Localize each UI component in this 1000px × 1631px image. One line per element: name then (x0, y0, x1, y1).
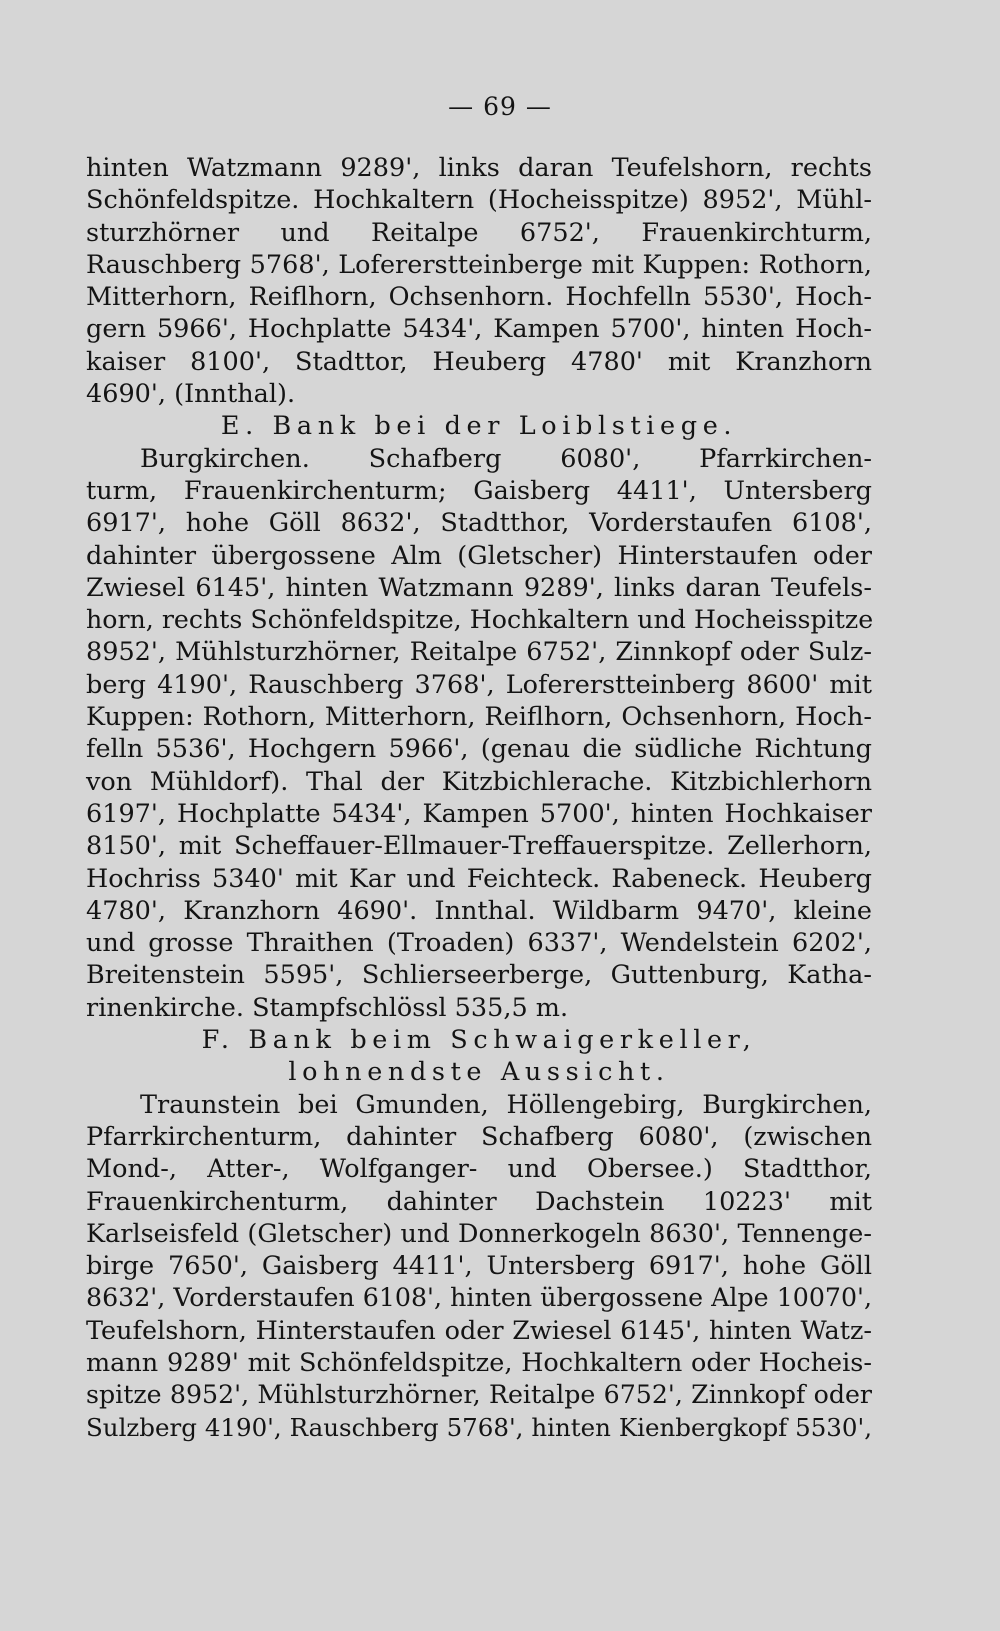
text-line: hinten Watzmann 9289', links daran Teufelshorn, rechts (86, 153, 872, 183)
section-heading-e: E. Bank bei der Loiblstiege. (220, 411, 738, 442)
text-line: Rauschberg 5768', Lofererstteinberge mit Kuppen: Rothorn, (86, 249, 872, 280)
page-number: — 69 — (448, 92, 552, 121)
text-line: 6197', Hochplatte 5434', Kampen 5700', hinten Hochkaiser (86, 798, 872, 829)
text-line: spitze 8952', Mühlsturzhörner, Reitalpe 6752', Zinnkopf oder (86, 1380, 872, 1410)
text-line: Burgkirchen. Schafberg 6080', Pfarrkirchen- (140, 443, 872, 474)
text-line: felln 5536', Hochgern 5966', (genau die südliche Richtung (86, 734, 872, 765)
text-line: Frauenkirchenturm, dahinter Dachstein 10223' mit (86, 1186, 872, 1217)
text-line: und grosse Thraithen (Troaden) 6337', Wendelstein 6202', (86, 928, 872, 959)
text-line: kaiser 8100', Stadttor, Heuberg 4780' mit Kranzhorn (86, 346, 872, 377)
text-line: Sulzberg 4190', Rauschberg 5768', hinten Kienbergkopf 5530', (86, 1412, 872, 1442)
text-line: Karlseisfeld (Gletscher) und Donnerkogeln 8630', Tennenge- (86, 1218, 872, 1249)
text-line: mann 9289' mit Schönfeldspitze, Hochkaltern oder Hocheis- (86, 1347, 872, 1378)
text-line: gern 5966', Hochplatte 5434', Kampen 5700', hinten Hoch- (86, 314, 872, 345)
section-heading-f: F. Bank beim Schwaigerkeller, (201, 1025, 757, 1056)
text-line: 8632', Vorderstaufen 6108', hinten übergossene Alpe 10070', (86, 1283, 872, 1313)
text-line: Traunstein bei Gmunden, Höllengebirg, Burgkirchen, (140, 1089, 872, 1120)
body-text (86, 152, 872, 1444)
text-line: Kuppen: Rothorn, Mitterhorn, Reiflhorn, Ochsenhorn, Hoch- (86, 702, 872, 733)
text-line: Zwiesel 6145', hinten Watzmann 9289', links daran Teufels- (86, 572, 872, 603)
text-line: Teufelshorn, Hinterstaufen oder Zwiesel 6145', hinten Watz- (86, 1315, 872, 1346)
text-line: Schönfeldspitze. Hochkaltern (Hocheisspitze) 8952', Mühl- (86, 185, 872, 216)
text-line: 6917', hohe Göll 8632', Stadtthor, Vorderstaufen 6108', (86, 508, 872, 539)
text-line: Pfarrkirchenturm, dahinter Schafberg 6080', (zwischen (86, 1121, 872, 1152)
text-line: Mitterhorn, Reiflhorn, Ochsenhorn. Hochfelln 5530', Hoch- (86, 282, 872, 313)
text-line: turm, Frauenkirchenturm; Gaisberg 4411', Untersberg (86, 475, 872, 506)
text-line: berg 4190', Rauschberg 3768', Lofererstteinberg 8600' mit (86, 669, 872, 700)
text-line: birge 7650', Gaisberg 4411', Untersberg 6917', hohe Göll (86, 1251, 872, 1282)
text-line: 8150', mit Scheffauer-Ellmauer-Treffauerspitze. Zellerhorn, (86, 831, 872, 862)
text-line: dahinter übergossene Alm (Gletscher) Hinterstaufen oder (86, 540, 872, 571)
text-line: 4780', Kranzhorn 4690'. Innthal. Wildbarm 9470', kleine (86, 895, 872, 926)
text-line: Hochriss 5340' mit Kar und Feichteck. Rabeneck. Heuberg (86, 863, 872, 894)
text-line: horn, rechts Schönfeldspitze, Hochkaltern und Hocheisspitze (86, 605, 874, 635)
text-line: von Mühldorf). Thal der Kitzbichlerache. Kitzbichlerhorn (86, 766, 872, 797)
text-line: 8952', Mühlsturzhörner, Reitalpe 6752', Zinnkopf oder Sulz- (86, 637, 872, 668)
text-line: sturzhörner und Reitalpe 6752', Frauenkirchturm, (86, 217, 872, 248)
text-line: 4690', (Innthal). (86, 379, 296, 410)
text-line: Breitenstein 5595', Schlierseerberge, Guttenburg, Katha- (86, 960, 872, 991)
text-line: rinenkirche. Stampfschlössl 535,5 m. (86, 992, 569, 1023)
text-line: Mond-, Atter-, Wolfganger- und Obersee.) Stadtthor, (86, 1154, 872, 1185)
section-subheading-f: lohnendste Aussicht. (288, 1057, 670, 1088)
